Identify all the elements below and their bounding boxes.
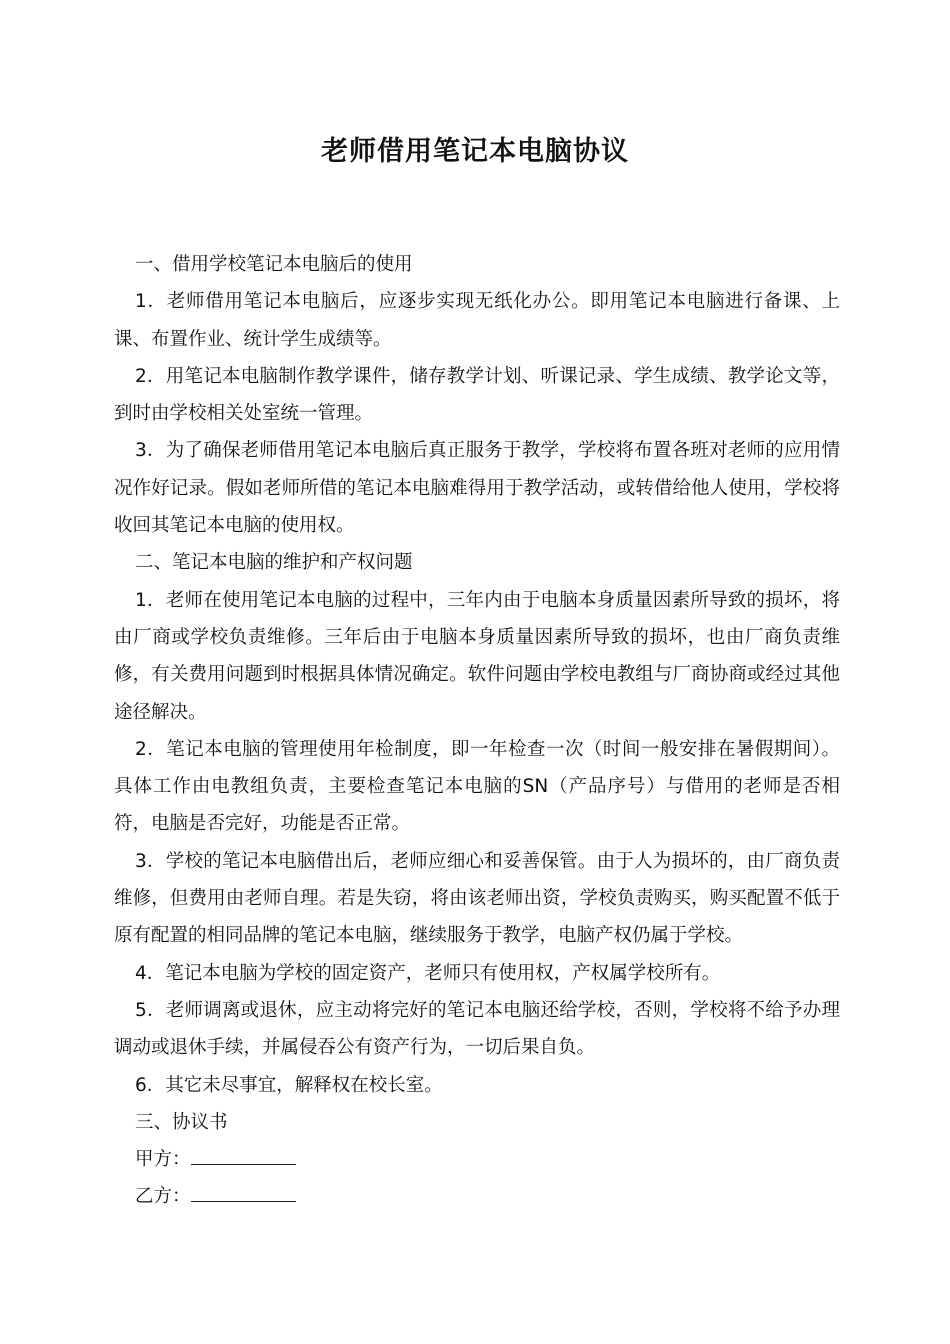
document-body [114,246,840,1216]
clause-1-2: 2．用笔记本电脑制作教学课件，储存教学计划、听课记录、学生成绩、教学论文等，到时由学校相关处室统一管理。 [114,365,840,425]
party-a-signature [114,1141,840,1178]
clause-1-3: 3．为了确保老师借用笔记本电脑后真正服务于教学，学校将布置各班对老师的应用情况作好记录。假如老师所借的笔记本电脑难得用于教学活动，或转借给他人使用，学校将收回其笔记本电脑的使用权。 [114,440,840,537]
clause-2-1: 1．老师在使用笔记本电脑的过程中，三年内由于电脑本身质量因素所导致的损坏，将由厂商或学校负责维修。三年后由于电脑本身质量因素所导致的损坏，也由厂商负责维修，有关费用问题到时根据具体情况确定。软件问题由学校电教组与厂商协商或经过其他途径解决。 [114,589,840,723]
document-title: 老师借用笔记本电脑协议 [321,136,629,167]
clause-2-3: 3．学校的笔记本电脑借出后，老师应细心和妥善保管。由于人为损坏的，由厂商负责维修，但费用由老师自理。若是失窃，将由该老师出资，学校负责购买，购买配置不低于原有配置的相同品牌的笔记本电脑，继续服务于教学，电脑产权仍属于学校。 [114,850,840,947]
party-a-label: 甲方： [135,1149,191,1171]
clause-2-6: 6．其它未尽事宜，解释权在校长室。 [135,1074,443,1096]
party-b-blank-line[interactable] [191,1184,296,1202]
party-b-signature [114,1178,840,1215]
party-a-blank-line[interactable] [191,1147,296,1165]
clause-1-1: 1．老师借用笔记本电脑后，应逐步实现无纸化办公。即用笔记本电脑进行备课、上课、布置作业、统计学生成绩等。 [114,291,840,350]
section-heading-3: 三、协议书 [135,1111,228,1133]
clause-2-2: 2．笔记本电脑的管理使用年检制度，即一年检查一次（时间一般安排在暑假期间）。具体工作由电教组负责，主要检查笔记本电脑的SN（产品序号）与借用的老师是否相符，电脑是否完好，功能是否正常。 [114,738,840,835]
section-heading-2: 二、笔记本电脑的维护和产权问题 [135,552,413,574]
party-b-label: 乙方： [135,1186,191,1208]
clause-2-4: 4．笔记本电脑为学校的固定资产，老师只有使用权，产权属学校所有。 [135,962,721,984]
section-heading-1: 一、借用学校笔记本电脑后的使用 [135,254,413,275]
clause-2-5: 5．老师调离或退休，应主动将完好的笔记本电脑还给学校，否则，学校将不给予办理调动或退休手续，并属侵吞公有资产行为，一切后果自负。 [114,999,840,1059]
